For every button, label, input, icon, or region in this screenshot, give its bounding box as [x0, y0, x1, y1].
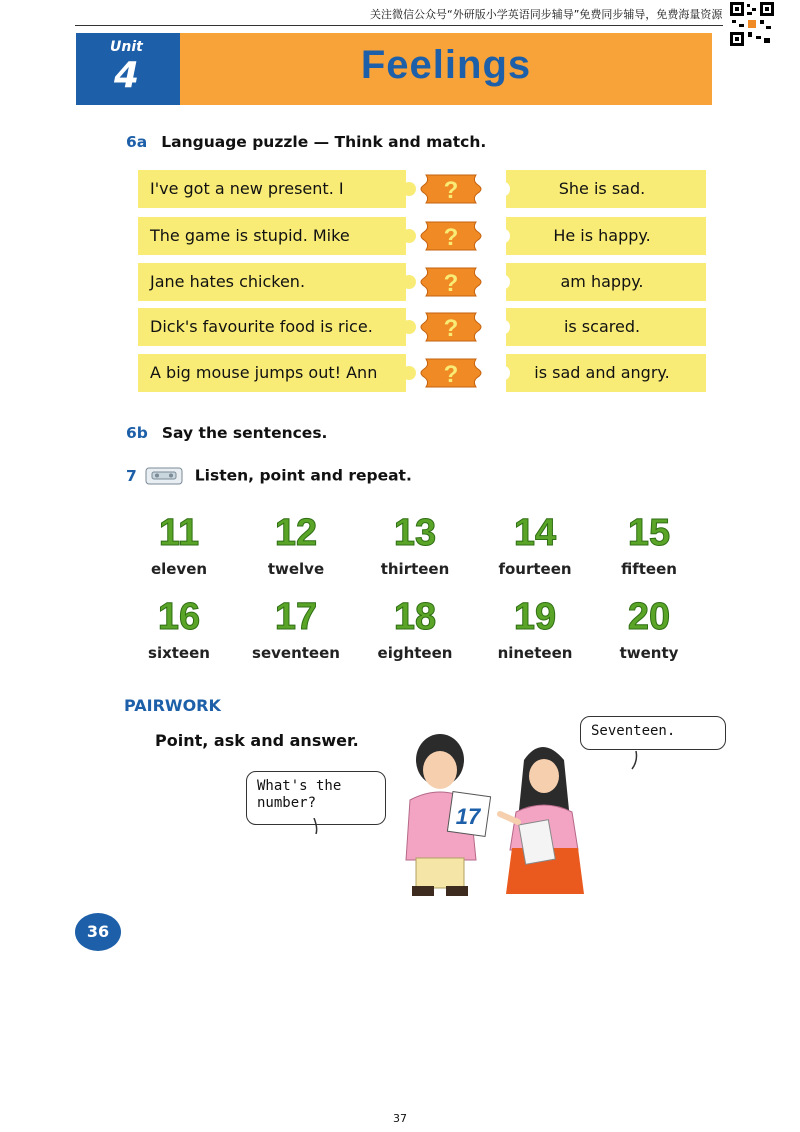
number-digit: 19	[513, 596, 557, 638]
puzzle-row	[138, 217, 710, 255]
puzzle-right-text: He is happy.	[553, 226, 651, 245]
puzzle-left-text: A big mouse jumps out! Ann	[150, 363, 378, 382]
page-title: Feelings	[360, 43, 532, 87]
puzzle-piece-right[interactable]	[506, 217, 706, 255]
question-mark: ?	[443, 315, 459, 342]
number-card	[360, 512, 470, 578]
children-illustration	[392, 730, 612, 900]
puzzle-piece-left[interactable]	[138, 308, 406, 346]
question-mark: ?	[443, 177, 459, 204]
number-card	[241, 512, 351, 578]
puzzle-piece-right[interactable]	[506, 354, 706, 392]
section-number: 7	[126, 466, 137, 485]
card-number: 17	[455, 804, 481, 829]
puzzle-right-text: is scared.	[563, 317, 641, 336]
section-number: 6a	[126, 133, 148, 151]
section-6a-heading	[126, 133, 486, 151]
page-footer-number: 37	[393, 1112, 407, 1125]
number-digit: 13	[393, 512, 437, 554]
puzzle-row	[138, 170, 710, 208]
puzzle-left-text: Dick's favourite food is rice.	[150, 317, 373, 336]
number-word: eighteen	[377, 644, 453, 662]
page-number-badge: 36	[75, 913, 121, 951]
speech-tail	[312, 818, 332, 834]
speech-text: What's the number?	[257, 778, 342, 811]
puzzle-piece-left[interactable]	[138, 263, 406, 301]
puzzle-piece-right[interactable]	[506, 308, 706, 346]
puzzle-left-text: I've got a new present. I	[150, 179, 344, 198]
puzzle-piece-right[interactable]	[506, 170, 706, 208]
puzzle-left-text: Jane hates chicken.	[150, 272, 306, 291]
number-word: twenty	[619, 644, 679, 662]
section-title: Language puzzle — Think and match.	[161, 133, 487, 151]
question-puzzle-icon	[420, 309, 490, 345]
speech-bubble-question	[246, 771, 386, 825]
number-digit: 16	[157, 596, 201, 638]
number-word: twelve	[267, 560, 325, 578]
section-7-heading	[126, 466, 412, 486]
puzzle-piece-left[interactable]	[138, 170, 406, 208]
question-puzzle-icon	[420, 218, 490, 254]
section-title: Listen, point and repeat.	[194, 466, 412, 485]
puzzle-row	[138, 354, 710, 392]
number-card	[124, 512, 234, 578]
puzzle-right-text: is sad and angry.	[534, 363, 670, 382]
puzzle-piece-left[interactable]	[138, 217, 406, 255]
question-puzzle-icon	[420, 264, 490, 300]
question-puzzle-icon	[420, 171, 490, 207]
puzzle-row	[138, 263, 710, 301]
cassette-tape-icon	[145, 466, 183, 486]
number-card	[241, 596, 351, 662]
number-word: sixteen	[148, 644, 210, 662]
puzzle-row	[138, 308, 710, 346]
puzzle-right-text: am happy.	[560, 272, 644, 291]
number-digit: 14	[513, 512, 557, 554]
number-card	[124, 596, 234, 662]
number-word: thirteen	[380, 560, 450, 578]
question-mark: ?	[443, 361, 459, 388]
puzzle-piece-right[interactable]	[506, 263, 706, 301]
puzzle-piece-left[interactable]	[138, 354, 406, 392]
question-puzzle-icon	[420, 355, 490, 391]
number-digit: 18	[393, 596, 437, 638]
number-digit: 12	[274, 512, 318, 554]
speech-tail	[628, 751, 644, 771]
number-card	[594, 596, 704, 662]
pairwork-heading: PAIRWORK	[124, 696, 221, 715]
number-card	[360, 596, 470, 662]
number-card	[480, 512, 590, 578]
section-title: Say the sentences.	[161, 424, 328, 442]
qr-code-icon	[730, 2, 774, 46]
number-word: seventeen	[252, 644, 340, 662]
question-mark: ?	[443, 270, 459, 297]
unit-number: 4	[114, 55, 140, 96]
number-word: fifteen	[621, 560, 677, 578]
unit-banner	[76, 33, 712, 105]
number-word: eleven	[150, 560, 208, 578]
number-digit: 15	[627, 512, 671, 554]
pairwork-instruction: Point, ask and answer.	[155, 731, 359, 750]
unit-label: Unit	[110, 39, 143, 55]
number-word: nineteen	[497, 644, 573, 662]
number-card	[480, 596, 590, 662]
header-rule	[75, 25, 723, 26]
number-word: fourteen	[498, 560, 572, 578]
title-strip	[180, 33, 712, 105]
question-mark: ?	[443, 224, 459, 251]
puzzle-left-text: The game is stupid. Mike	[150, 226, 350, 245]
unit-badge	[76, 33, 180, 105]
header-note: 关注微信公众号“外研版小学英语同步辅导”免费同步辅导，免费海量资源	[370, 8, 723, 21]
number-digit: 17	[274, 596, 318, 638]
number-card	[594, 512, 704, 578]
puzzle-right-text: She is sad.	[558, 179, 646, 198]
number-digit: 20	[627, 596, 671, 638]
number-digit: 11	[158, 512, 200, 554]
section-number: 6b	[126, 424, 148, 442]
section-6b-heading	[126, 424, 327, 442]
speech-text: Seventeen.	[591, 723, 676, 739]
